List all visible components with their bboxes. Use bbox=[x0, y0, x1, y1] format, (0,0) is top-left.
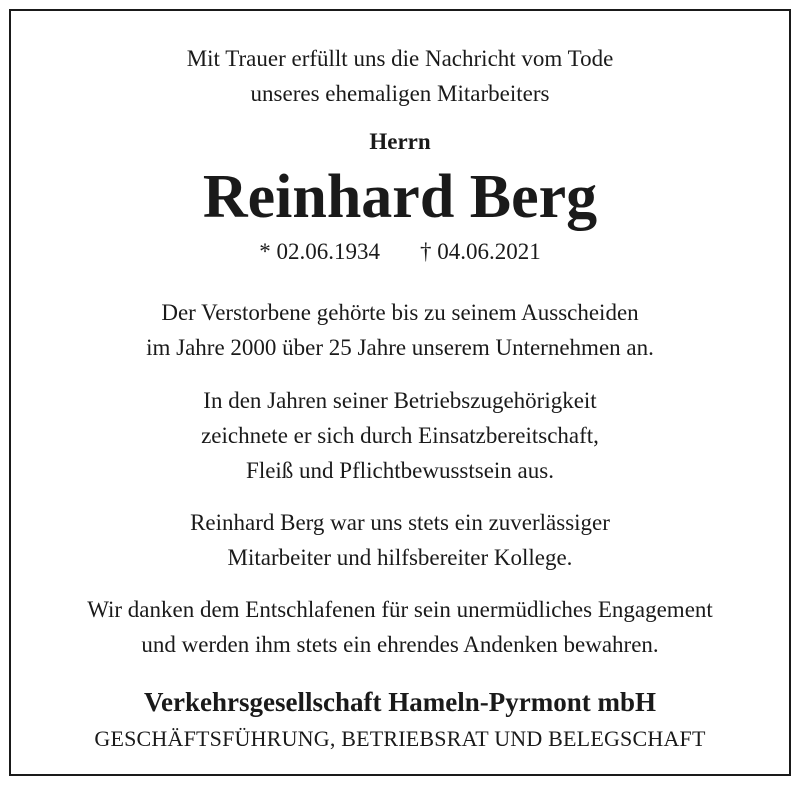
paragraph-1-line-2: im Jahre 2000 über 25 Jahre unserem Unternehmen an. bbox=[146, 335, 654, 360]
signatories: GESCHÄFTSFÜHRUNG, BETRIEBSRAT UND BELEGSCHAFT bbox=[94, 726, 706, 751]
intro-line-1: Mit Trauer erfüllt uns die Nachricht vom Tode bbox=[186, 46, 614, 71]
birth-date: * 02.06.1934 bbox=[259, 239, 380, 264]
salutation: Herrn bbox=[369, 129, 431, 154]
death-date: † 04.06.2021 bbox=[420, 239, 541, 264]
life-dates bbox=[11, 237, 789, 267]
paragraph-2-line-2: zeichnete er sich durch Einsatzbereitschaft, bbox=[201, 423, 599, 448]
paragraph-4-line-2: und werden ihm stets ein ehrendes Andenken bewahren. bbox=[141, 632, 659, 657]
paragraph-2-line-3: Fleiß und Pflichtbewusstsein aus. bbox=[246, 458, 554, 483]
paragraph-3-line-2: Mitarbeiter und hilfsbereiter Kollege. bbox=[227, 545, 573, 570]
intro-line-2: unseres ehemaligen Mitarbeiters bbox=[250, 81, 550, 106]
company-name: Verkehrsgesellschaft Hameln-Pyrmont mbH bbox=[144, 687, 656, 717]
obituary-content bbox=[11, 11, 789, 774]
obituary-frame bbox=[9, 9, 791, 776]
deceased-name: Reinhard Berg bbox=[202, 163, 598, 231]
paragraph-2-line-1: In den Jahren seiner Betriebszugehörigkeit bbox=[203, 388, 597, 413]
paragraph-4-line-1: Wir danken dem Entschlafenen für sein unermüdliches Engagement bbox=[87, 597, 713, 622]
paragraph-3-line-1: Reinhard Berg war uns stets ein zuverlässiger bbox=[190, 510, 610, 535]
paragraph-1-line-1: Der Verstorbene gehörte bis zu seinem Ausscheiden bbox=[161, 300, 639, 325]
